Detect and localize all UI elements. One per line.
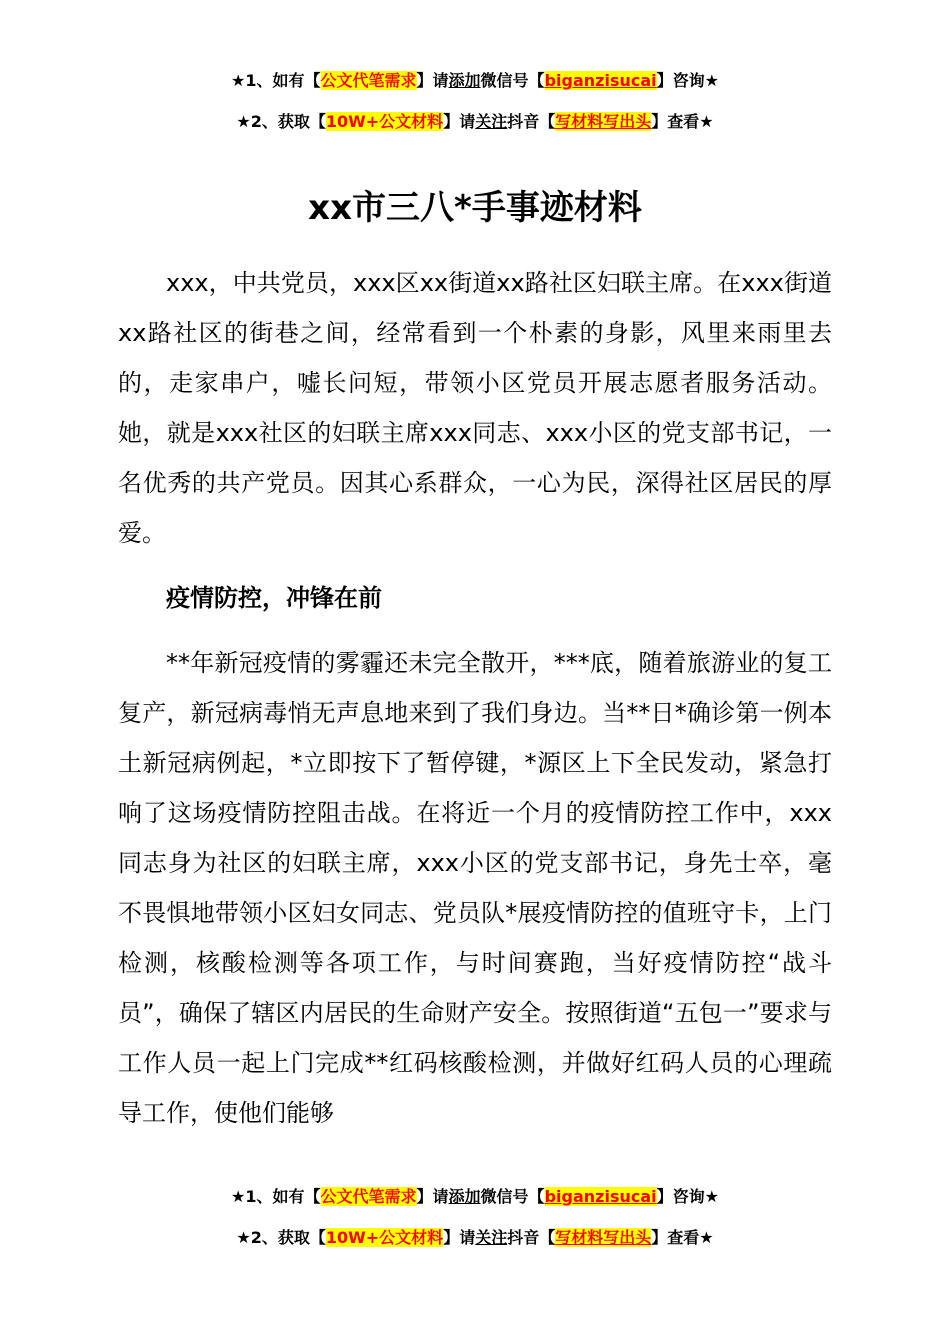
banner-text: ★2、获取【 bbox=[236, 1228, 326, 1247]
highlight-ghostwriting-service: 公文代笔需求 bbox=[320, 1187, 417, 1206]
underlined-follow-text: 关注 bbox=[475, 1228, 508, 1247]
highlight-ghostwriting-service: 公文代笔需求 bbox=[320, 71, 417, 90]
banner-text: 】咨询★ bbox=[656, 71, 719, 90]
banner-text: 微信号【 bbox=[480, 71, 545, 90]
body-paragraph-epidemic: **年新冠疫情的雾霾还未完全散开，***底，随着旅游业的复工复产，新冠病毒悄无声息地来到了我们身边。当**日*确诊第一例本土新冠病例起，*立即按下了暂停键，*源区上下全民发动，紧急打响了这场疫情防控阻击战。在将近一个月的疫情防控工作中，xxx同志身为社区的妇联主席，xxx小区的党支部书记，身先士卒，毫不畏惧地带领小区妇女同志、党员队*展疫情防控的值班守卡，上门检测，核酸检测等各项工作，与时间赛跑，当好疫情防控“战斗员”，确保了辖区内居民的生命财产安全。按照街道“五包一”要求与工作人员一起上门完成**红码核酸检测，并做好红码人员的心理疏导工作，使他们能够 bbox=[118, 649, 832, 1127]
header-banner-line-2 bbox=[0, 110, 950, 134]
banner-text: ★2、获取【 bbox=[236, 112, 326, 131]
douyin-account-link[interactable]: 写材料写出头 bbox=[555, 112, 652, 131]
banner-text: 】咨询★ bbox=[656, 1187, 719, 1206]
wechat-id-link[interactable]: biganzisucai bbox=[544, 71, 657, 90]
highlight-materials-offer: 10W+公文材料 bbox=[325, 1228, 444, 1247]
banner-text: ★1、如有【 bbox=[231, 71, 321, 90]
wechat-id-link[interactable]: biganzisucai bbox=[544, 1187, 657, 1206]
banner-text: 】查看★ bbox=[651, 112, 714, 131]
banner-text: 抖音【 bbox=[507, 1228, 556, 1247]
banner-text: 】请 bbox=[416, 71, 449, 90]
footer-banner-line-1 bbox=[0, 1185, 950, 1209]
section-heading: 疫情防控，冲锋在前 bbox=[166, 584, 382, 612]
header-banner-line-1 bbox=[0, 69, 950, 93]
highlight-materials-offer: 10W+公文材料 bbox=[325, 112, 444, 131]
body-paragraph-intro: xxx，中共党员，xxx区xx街道xx路社区妇联主席。在xxx街道xx路社区的街巷之间，经常看到一个朴素的身影，风里来雨里去的，走家串户，嘘长问短，带领小区党员开展志愿者服务活动。她，就是xxx社区的妇联主席xxx同志、xxx小区的党支部书记，一名优秀的共产党员。因其心系群众，一心为民，深得社区居民的厚爱。 bbox=[118, 269, 832, 547]
banner-text: 】请 bbox=[416, 1187, 449, 1206]
douyin-account-link[interactable]: 写材料写出头 bbox=[555, 1228, 652, 1247]
banner-text: 】请 bbox=[443, 112, 476, 131]
underlined-follow-text: 关注 bbox=[475, 112, 508, 131]
banner-text: 】查看★ bbox=[651, 1228, 714, 1247]
banner-text: 】请 bbox=[443, 1228, 476, 1247]
document-title: xx市三八*手事迹材料 bbox=[308, 188, 642, 228]
banner-text: ★1、如有【 bbox=[231, 1187, 321, 1206]
footer-banner-line-2 bbox=[0, 1226, 950, 1250]
banner-text: 抖音【 bbox=[507, 112, 556, 131]
banner-text: 微信号【 bbox=[480, 1187, 545, 1206]
underlined-add-text: 添加 bbox=[448, 1187, 481, 1206]
underlined-add-text: 添加 bbox=[448, 71, 481, 90]
